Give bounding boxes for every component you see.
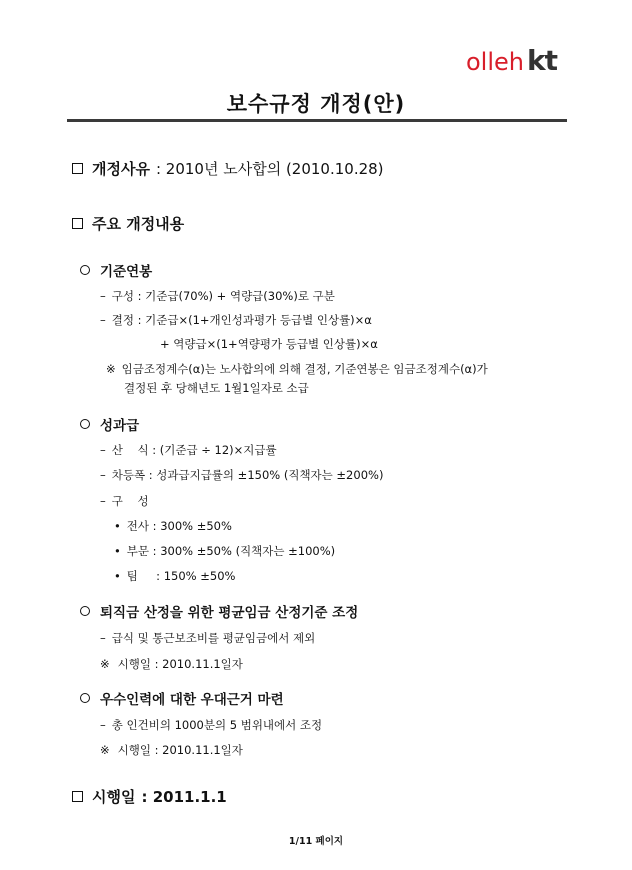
base-salary-line1: – 구성 : 기준급(70%) + 역량급(30%)로 구분 (100, 289, 335, 303)
circle-bullet-icon (80, 606, 90, 616)
performance-pay-line1: – 산 식 : (기준급 ÷ 12)×지급률 (100, 443, 277, 457)
section-reason-value: : 2010년 노사합의 (2010.10.28) (155, 160, 384, 178)
section-reason (72, 158, 384, 179)
section-main-label: 주요 개정내용 (92, 215, 185, 233)
circle-bullet-icon (80, 693, 90, 703)
page-title: 보수규정 개정(안) (226, 92, 406, 116)
talent-line1: – 총 인건비의 1000분의 5 범위내에서 조정 (100, 718, 323, 732)
section-reason-label: 개정사유 (92, 160, 150, 178)
logo-kt: kt (526, 44, 557, 77)
subsection-base-salary (80, 260, 152, 280)
title-underline (67, 119, 567, 122)
base-salary-heading: 기준연봉 (100, 264, 153, 280)
olleh-kt-logo (466, 44, 557, 77)
base-salary-note2: 결정된 후 당해년도 1월1일자로 소급 (124, 381, 309, 395)
subsection-talent (80, 688, 284, 708)
performance-pay-heading: 성과급 (100, 418, 140, 434)
severance-heading: 퇴직금 산정을 위한 평균임금 산정기준 조정 (100, 605, 359, 621)
performance-pay-line2: – 차등폭 : 성과급지급률의 ±150% (직책자는 ±200%) (100, 468, 384, 482)
circle-bullet-icon (80, 419, 90, 429)
base-salary-line3: + 역량급×(1+역량평가 등급별 인상률)×α (160, 337, 378, 351)
base-salary-note1: ※ 임금조정계수(α)는 노사합의에 의해 결정, 기준연봉은 임금조정계수(α)가 (106, 362, 488, 376)
talent-heading: 우수인력에 대한 우대근거 마련 (100, 692, 284, 708)
checkbox-square-icon (72, 791, 83, 802)
page-number: 1/11 페이지 (288, 836, 344, 847)
performance-pay-item-team: • 팀 : 150% ±50% (114, 569, 236, 583)
checkbox-square-icon (72, 163, 83, 174)
subsection-performance-pay (80, 414, 139, 434)
section-effective-label: 시행일 (92, 788, 136, 806)
circle-bullet-icon (80, 265, 90, 275)
logo-olleh: olleh (465, 48, 524, 76)
talent-note: ※ 시행일 : 2010.11.1일자 (100, 743, 243, 757)
severance-line1: – 급식 및 통근보조비를 평균임금에서 제외 (100, 631, 316, 645)
base-salary-line2: – 결정 : 기준급×(1+개인성과평가 등급별 인상률)×α (100, 313, 372, 327)
section-effective-value: : 2011.1.1 (141, 787, 227, 806)
performance-pay-item-company: • 전사 : 300% ±50% (114, 519, 232, 533)
section-effective (72, 786, 227, 807)
subsection-severance (80, 601, 358, 621)
checkbox-square-icon (72, 218, 83, 229)
performance-pay-item-division: • 부문 : 300% ±50% (직책자는 ±100%) (114, 544, 336, 558)
severance-note: ※ 시행일 : 2010.11.1일자 (100, 657, 243, 671)
section-main (72, 213, 184, 234)
performance-pay-line3: – 구 성 (100, 494, 149, 508)
